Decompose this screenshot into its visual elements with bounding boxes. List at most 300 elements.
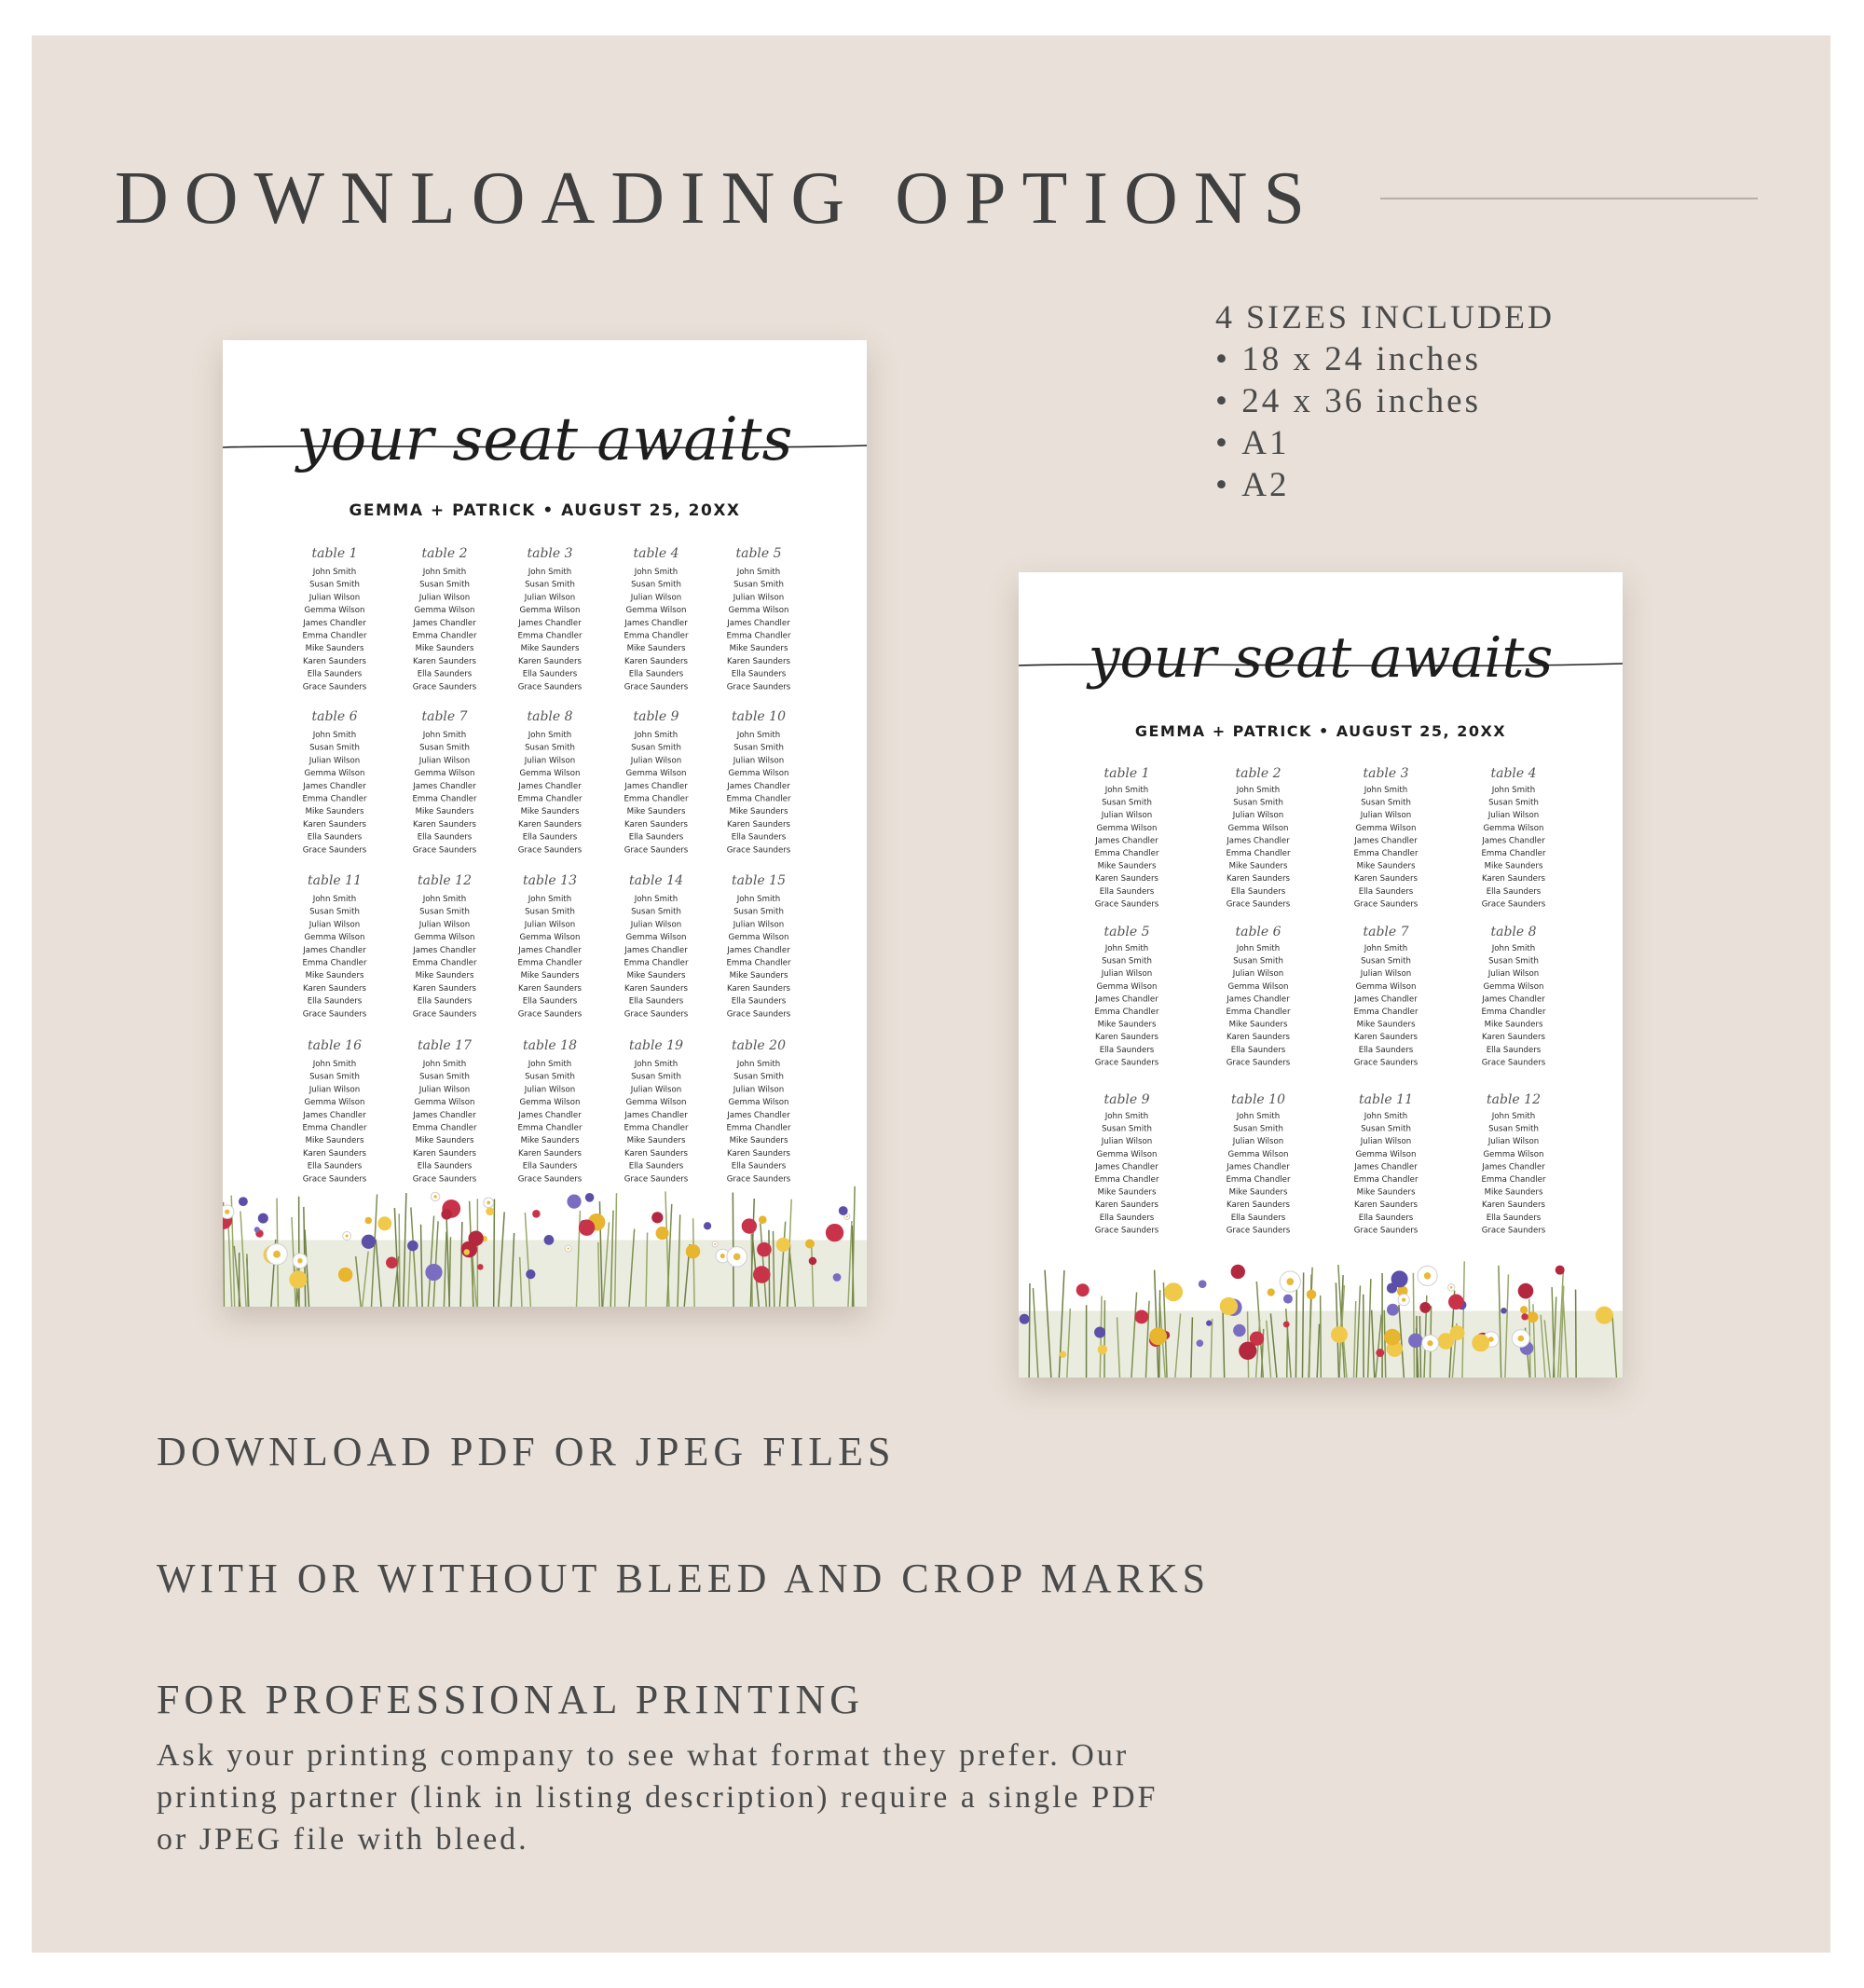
guest-name: James Chandler (303, 945, 366, 955)
guest-name: Mike Saunders (1228, 861, 1288, 871)
guest-name: Emma Chandler (1353, 1175, 1419, 1185)
grass-stem (1576, 1290, 1577, 1378)
guest-name: Susan Smith (1233, 956, 1283, 967)
size-item: • A1 (1215, 422, 1555, 464)
table-label: table 14 (629, 873, 683, 888)
guest-name: Gemma Wilson (1227, 981, 1289, 992)
flower-center (1450, 1286, 1453, 1289)
flower-center (846, 1215, 848, 1217)
guest-name: Grace Saunders (412, 682, 477, 692)
guest-name: Emma Chandler (517, 794, 582, 804)
table-label: table 18 (523, 1038, 577, 1053)
guest-name: Gemma Wilson (728, 769, 789, 779)
flower (839, 1206, 848, 1215)
guest-name: Julian Wilson (733, 593, 785, 603)
flower (1239, 1342, 1256, 1360)
guest-name: Karen Saunders (303, 819, 366, 829)
flower (258, 1213, 268, 1224)
flower (1231, 1265, 1245, 1279)
guest-name: Julian Wilson (1360, 969, 1412, 980)
guest-name: Grace Saunders (624, 1009, 689, 1020)
table-label: table 1 (311, 546, 358, 561)
flower (1391, 1270, 1408, 1287)
guest-name: Gemma Wilson (1355, 981, 1417, 992)
guest-name: Julian Wilson (630, 756, 682, 766)
guest-name: James Chandler (413, 781, 476, 791)
guest-name: James Chandler (1095, 1162, 1158, 1172)
guest-name: Susan Smith (733, 907, 784, 917)
guest-name: Julian Wilson (1101, 1137, 1153, 1147)
size-item: • 24 x 36 inches (1215, 380, 1555, 422)
guest-name: Julian Wilson (524, 593, 576, 603)
flower (468, 1231, 483, 1246)
guest-name: Gemma Wilson (519, 933, 581, 943)
guest-name: Emma Chandler (302, 1123, 367, 1133)
guest-name: Julian Wilson (1232, 811, 1284, 821)
guest-name: Mike Saunders (305, 644, 364, 654)
grass-stem (1287, 1323, 1288, 1378)
guest-name: Gemma Wilson (304, 606, 365, 616)
flower (1556, 1266, 1565, 1275)
table-block (517, 873, 582, 1019)
guest-name: James Chandler (1482, 836, 1545, 846)
guest-name: James Chandler (1482, 1162, 1545, 1172)
size-item: • 18 x 24 inches (1215, 338, 1555, 380)
guest-name: Emma Chandler (412, 794, 477, 804)
guest-name: Mike Saunders (626, 1136, 686, 1146)
table-block (726, 546, 791, 692)
guest-name: Karen Saunders (413, 983, 476, 994)
flower (567, 1195, 581, 1209)
flower (239, 1197, 248, 1206)
guest-name: John Smith (1236, 1112, 1281, 1121)
guest-name: Ella Saunders (731, 1161, 787, 1172)
guest-name: Mike Saunders (415, 1136, 474, 1146)
table-label: table 9 (1103, 1092, 1150, 1107)
guest-name: Grace Saunders (624, 682, 689, 692)
table-label: table 7 (1363, 925, 1409, 939)
guest-name: Susan Smith (733, 1072, 784, 1082)
guest-name: Emma Chandler (1353, 849, 1419, 858)
guest-name: Grace Saunders (302, 1009, 367, 1020)
flower (1501, 1308, 1507, 1314)
poster-subtitle: GEMMA + PATRICK • AUGUST 25, 20XX (1134, 722, 1507, 740)
guest-name: John Smith (1104, 944, 1149, 953)
flower (1268, 1288, 1275, 1296)
guest-name: Julian Wilson (524, 920, 576, 930)
guest-name: James Chandler (303, 781, 366, 791)
guest-name: Grace Saunders (1481, 899, 1546, 910)
guest-name: John Smith (528, 568, 572, 577)
guest-name: Julian Wilson (418, 593, 471, 603)
guest-name: Karen Saunders (518, 656, 582, 666)
guest-name: Emma Chandler (624, 631, 689, 641)
table-block (1353, 925, 1419, 1067)
guest-name: Julian Wilson (630, 593, 682, 603)
flower (651, 1212, 663, 1223)
guest-name: Emma Chandler (1226, 1175, 1291, 1185)
table-block (302, 1038, 367, 1184)
guest-name: Julian Wilson (733, 756, 785, 766)
guest-name: Gemma Wilson (1355, 823, 1417, 833)
flower-center (714, 1243, 716, 1245)
flower (377, 1216, 391, 1230)
guest-name: Susan Smith (631, 743, 681, 753)
guest-name: John Smith (422, 731, 467, 740)
guest-name: James Chandler (1354, 994, 1418, 1005)
guest-name: James Chandler (727, 618, 790, 628)
flower (1076, 1283, 1090, 1296)
guest-name: Julian Wilson (1487, 1137, 1540, 1147)
guest-name: Gemma Wilson (414, 1098, 475, 1108)
sizes-list (1215, 296, 1555, 506)
guest-name: Emma Chandler (1094, 1008, 1159, 1017)
guest-name: Julian Wilson (1360, 1137, 1412, 1147)
guest-name: Grace Saunders (1094, 1226, 1159, 1236)
guest-name: James Chandler (413, 945, 476, 955)
guest-name: Emma Chandler (624, 794, 689, 804)
guest-name: James Chandler (413, 1110, 476, 1120)
flower (1149, 1327, 1167, 1345)
flower-center (733, 1254, 741, 1261)
table-block (412, 709, 477, 855)
flower (486, 1207, 494, 1215)
flower (805, 1240, 815, 1249)
guest-name: Ella Saunders (522, 1161, 578, 1172)
seating-chart-preview-small (1019, 572, 1623, 1378)
guest-name: Emma Chandler (1226, 1008, 1291, 1017)
flower (753, 1266, 771, 1283)
guest-name: John Smith (736, 895, 781, 904)
guest-name: Emma Chandler (412, 958, 477, 968)
guest-name: Mike Saunders (626, 971, 686, 981)
guest-name: Gemma Wilson (625, 1098, 687, 1108)
guest-name: John Smith (736, 568, 781, 577)
guest-name: Karen Saunders (727, 983, 790, 994)
guest-name: Karen Saunders (1095, 1033, 1158, 1043)
guest-name: Susan Smith (419, 743, 470, 753)
guest-name: John Smith (1491, 1112, 1536, 1121)
flower (1199, 1280, 1207, 1288)
guest-name: Ella Saunders (628, 1161, 684, 1172)
guest-name: Mike Saunders (1228, 1187, 1288, 1198)
guest-name: James Chandler (1095, 836, 1158, 846)
guest-name: Gemma Wilson (625, 769, 687, 779)
guest-name: Ella Saunders (1358, 1213, 1414, 1223)
guest-name: Grace Saunders (412, 1009, 477, 1020)
guest-name: Ella Saunders (731, 996, 787, 1007)
guest-name: Mike Saunders (305, 971, 364, 981)
guest-name: Gemma Wilson (728, 933, 789, 943)
table-label: table 6 (311, 709, 358, 724)
grass-stem (1321, 1296, 1322, 1378)
guest-name: Grace Saunders (726, 1174, 791, 1185)
guest-name: Julian Wilson (733, 920, 785, 930)
guest-name: Emma Chandler (302, 794, 367, 804)
guest-name: Mike Saunders (729, 644, 788, 654)
table-label: table 7 (421, 709, 468, 724)
guest-name: Emma Chandler (624, 958, 689, 968)
guest-name: Karen Saunders (303, 1148, 366, 1159)
guest-name: Karen Saunders (413, 656, 476, 666)
table-label: table 2 (421, 546, 468, 561)
table-block (1226, 925, 1291, 1067)
guest-name: Mike Saunders (1097, 861, 1157, 871)
guest-name: Ella Saunders (417, 1161, 473, 1172)
guest-name: Ella Saunders (628, 669, 684, 679)
guest-name: Grace Saunders (412, 845, 477, 856)
flower (704, 1222, 711, 1229)
guest-name: Susan Smith (309, 580, 360, 590)
guest-name: Gemma Wilson (728, 606, 789, 616)
guest-name: Emma Chandler (1481, 1008, 1546, 1017)
guest-name: Julian Wilson (1232, 1137, 1284, 1147)
guest-name: James Chandler (518, 618, 582, 628)
bleed-text: WITH OR WITHOUT BLEED AND CROP MARKS (157, 1556, 1211, 1601)
guest-name: Emma Chandler (517, 631, 582, 641)
guest-name: James Chandler (727, 1110, 790, 1120)
guest-name: Gemma Wilson (728, 1098, 789, 1108)
guest-name: Mike Saunders (626, 807, 686, 817)
guest-name: Susan Smith (1102, 798, 1152, 808)
guest-name: Mike Saunders (729, 807, 788, 817)
guest-name: Grace Saunders (517, 1174, 582, 1185)
flower (364, 1217, 372, 1225)
grass-stem (399, 1213, 400, 1307)
guest-name: Karen Saunders (1482, 1033, 1545, 1043)
flower (1020, 1314, 1030, 1324)
seating-chart-small-svg (1019, 572, 1623, 1378)
guest-name: Julian Wilson (1101, 811, 1153, 821)
guest-name: Mike Saunders (520, 807, 580, 817)
guest-name: Mike Saunders (626, 644, 686, 654)
guest-name: Emma Chandler (1481, 1175, 1546, 1185)
table-label: table 5 (1103, 925, 1150, 939)
guest-name: Julian Wilson (308, 593, 361, 603)
guest-name: Julian Wilson (1487, 969, 1540, 980)
flower (686, 1244, 700, 1258)
guest-name: Susan Smith (631, 1072, 681, 1082)
guest-name: Gemma Wilson (519, 1098, 581, 1108)
guest-name: Karen Saunders (624, 819, 688, 829)
guest-name: Gemma Wilson (304, 933, 365, 943)
grass-stem (494, 1200, 495, 1307)
flower (1164, 1282, 1183, 1301)
table-block (517, 1038, 582, 1184)
guest-name: Mike Saunders (1097, 1020, 1157, 1030)
guest-name: Ella Saunders (307, 832, 363, 843)
guest-name: Susan Smith (309, 743, 360, 753)
guest-name: Susan Smith (1102, 956, 1152, 967)
flower (1596, 1307, 1613, 1324)
flower (742, 1218, 757, 1233)
guest-name: Ella Saunders (307, 1161, 363, 1172)
flower (759, 1215, 767, 1224)
guest-name: Mike Saunders (520, 971, 580, 981)
flower (1520, 1306, 1528, 1313)
guest-name: Ella Saunders (628, 996, 684, 1007)
guest-name: Karen Saunders (303, 656, 366, 666)
guest-name: John Smith (1236, 786, 1281, 795)
guest-name: Ella Saunders (417, 996, 473, 1007)
table-label: table 9 (633, 709, 679, 724)
guest-name: Karen Saunders (518, 1148, 582, 1159)
guest-name: James Chandler (1354, 1162, 1418, 1172)
guest-name: John Smith (1364, 786, 1408, 795)
guest-name: Emma Chandler (726, 958, 791, 968)
guest-name: Grace Saunders (517, 682, 582, 692)
flower (1387, 1304, 1399, 1316)
table-label: table 3 (1363, 766, 1409, 781)
guest-name: Susan Smith (733, 743, 784, 753)
flower (407, 1241, 418, 1252)
guest-name: Karen Saunders (1354, 874, 1418, 884)
flower (579, 1219, 595, 1235)
guest-name: Mike Saunders (1484, 1020, 1543, 1030)
guest-name: James Chandler (413, 618, 476, 628)
flower (1307, 1290, 1317, 1300)
guest-name: Karen Saunders (624, 656, 688, 666)
guest-name: Gemma Wilson (625, 933, 687, 943)
flower (809, 1257, 817, 1266)
flower (776, 1238, 790, 1252)
guest-name: Emma Chandler (302, 631, 367, 641)
guest-name: John Smith (634, 895, 678, 904)
guest-name: John Smith (528, 1060, 572, 1069)
table-label: table 16 (308, 1038, 362, 1053)
guest-name: Emma Chandler (1481, 849, 1546, 858)
guest-name: Grace Saunders (1226, 1058, 1291, 1068)
grass-stem (1295, 1284, 1296, 1378)
table-label: table 11 (308, 873, 362, 888)
guest-name: Ella Saunders (1230, 886, 1286, 897)
guest-name: Gemma Wilson (1096, 981, 1158, 992)
guest-name: Gemma Wilson (1483, 981, 1544, 992)
guest-name: Susan Smith (1233, 1124, 1283, 1134)
guest-name: Karen Saunders (1227, 874, 1290, 884)
guest-name: Susan Smith (631, 907, 681, 917)
table-label: table 8 (1490, 925, 1537, 939)
guest-name: James Chandler (1227, 994, 1290, 1005)
guest-name: Karen Saunders (727, 1148, 790, 1159)
guest-name: Mike Saunders (1356, 861, 1416, 871)
guest-name: Julian Wilson (1101, 969, 1153, 980)
guest-name: Gemma Wilson (1483, 823, 1544, 833)
guest-name: Susan Smith (525, 1072, 575, 1082)
guest-name: Mike Saunders (729, 971, 788, 981)
table-block (726, 873, 791, 1019)
flower (1283, 1295, 1293, 1304)
guest-name: Susan Smith (1361, 1124, 1411, 1134)
guest-name: Susan Smith (419, 580, 470, 590)
guest-name: James Chandler (727, 945, 790, 955)
guest-name: Mike Saunders (729, 1136, 788, 1146)
guest-name: John Smith (1364, 1112, 1408, 1121)
guest-name: Emma Chandler (412, 1123, 477, 1133)
guest-name: Julian Wilson (418, 1085, 471, 1095)
guest-name: Ella Saunders (1230, 1213, 1286, 1223)
flower (464, 1249, 470, 1254)
guest-name: Mike Saunders (1356, 1187, 1416, 1198)
guest-name: John Smith (736, 1060, 781, 1069)
guest-name: James Chandler (1227, 1162, 1290, 1172)
guest-name: John Smith (1104, 1112, 1149, 1121)
table-label: table 2 (1235, 766, 1282, 781)
guest-name: John Smith (422, 1060, 467, 1069)
flower (1376, 1349, 1384, 1357)
guest-name: James Chandler (624, 945, 688, 955)
table-block (624, 1038, 689, 1184)
guest-name: Mike Saunders (305, 807, 364, 817)
flower (441, 1209, 452, 1220)
table-block (1481, 925, 1546, 1067)
guest-name: Karen Saunders (413, 1148, 476, 1159)
page-title: DOWNLOADING OPTIONS (115, 158, 1322, 240)
table-label: table 13 (523, 873, 577, 888)
guest-name: Grace Saunders (1353, 1226, 1419, 1236)
guest-name: Grace Saunders (302, 845, 367, 856)
flower (362, 1235, 376, 1249)
guest-name: Karen Saunders (1227, 1033, 1290, 1043)
guest-name: Susan Smith (525, 580, 575, 590)
flower-center (1424, 1272, 1431, 1279)
download-formats-text: DOWNLOAD PDF OR JPEG FILES (157, 1429, 896, 1474)
flower (1098, 1345, 1107, 1354)
guest-name: Mike Saunders (415, 807, 474, 817)
guest-name: Karen Saunders (624, 983, 688, 994)
flower (425, 1264, 442, 1281)
flower (386, 1257, 398, 1269)
table-block (412, 546, 477, 692)
guest-name: Susan Smith (1233, 798, 1283, 808)
guest-name: Ella Saunders (1486, 1213, 1542, 1223)
flower-center (346, 1234, 349, 1237)
table-block (1226, 1092, 1291, 1235)
guest-name: John Smith (312, 568, 357, 577)
table-block (726, 1038, 791, 1184)
guest-name: Grace Saunders (302, 1174, 367, 1185)
guest-name: Karen Saunders (1227, 1200, 1290, 1211)
guest-name: Emma Chandler (412, 631, 477, 641)
poster-subtitle: GEMMA + PATRICK • AUGUST 25, 20XX (349, 501, 741, 520)
guest-name: John Smith (1104, 786, 1149, 795)
guest-name: Julian Wilson (418, 920, 471, 930)
guest-name: John Smith (634, 1060, 678, 1069)
table-label: table 4 (633, 546, 679, 561)
guest-name: James Chandler (1227, 836, 1290, 846)
wildflower-border (223, 1186, 867, 1307)
table-block (302, 709, 367, 855)
guest-name: Mike Saunders (1484, 1187, 1543, 1198)
guest-name: John Smith (312, 895, 357, 904)
guest-name: Gemma Wilson (625, 606, 687, 616)
guest-name: Ella Saunders (417, 669, 473, 679)
guest-name: Grace Saunders (624, 845, 689, 856)
table-block (1481, 1092, 1546, 1235)
guest-name: James Chandler (727, 781, 790, 791)
guest-name: Emma Chandler (517, 1123, 582, 1133)
guest-name: Karen Saunders (518, 983, 582, 994)
guest-name: Ella Saunders (417, 832, 473, 843)
guest-name: Mike Saunders (1097, 1187, 1157, 1198)
guest-name: Karen Saunders (1482, 1200, 1545, 1211)
flower-center (1427, 1340, 1432, 1346)
guest-name: James Chandler (518, 1110, 582, 1120)
guest-name: Gemma Wilson (414, 933, 475, 943)
table-label: table 17 (418, 1038, 472, 1053)
flower (1233, 1324, 1245, 1337)
guest-name: Susan Smith (309, 907, 360, 917)
